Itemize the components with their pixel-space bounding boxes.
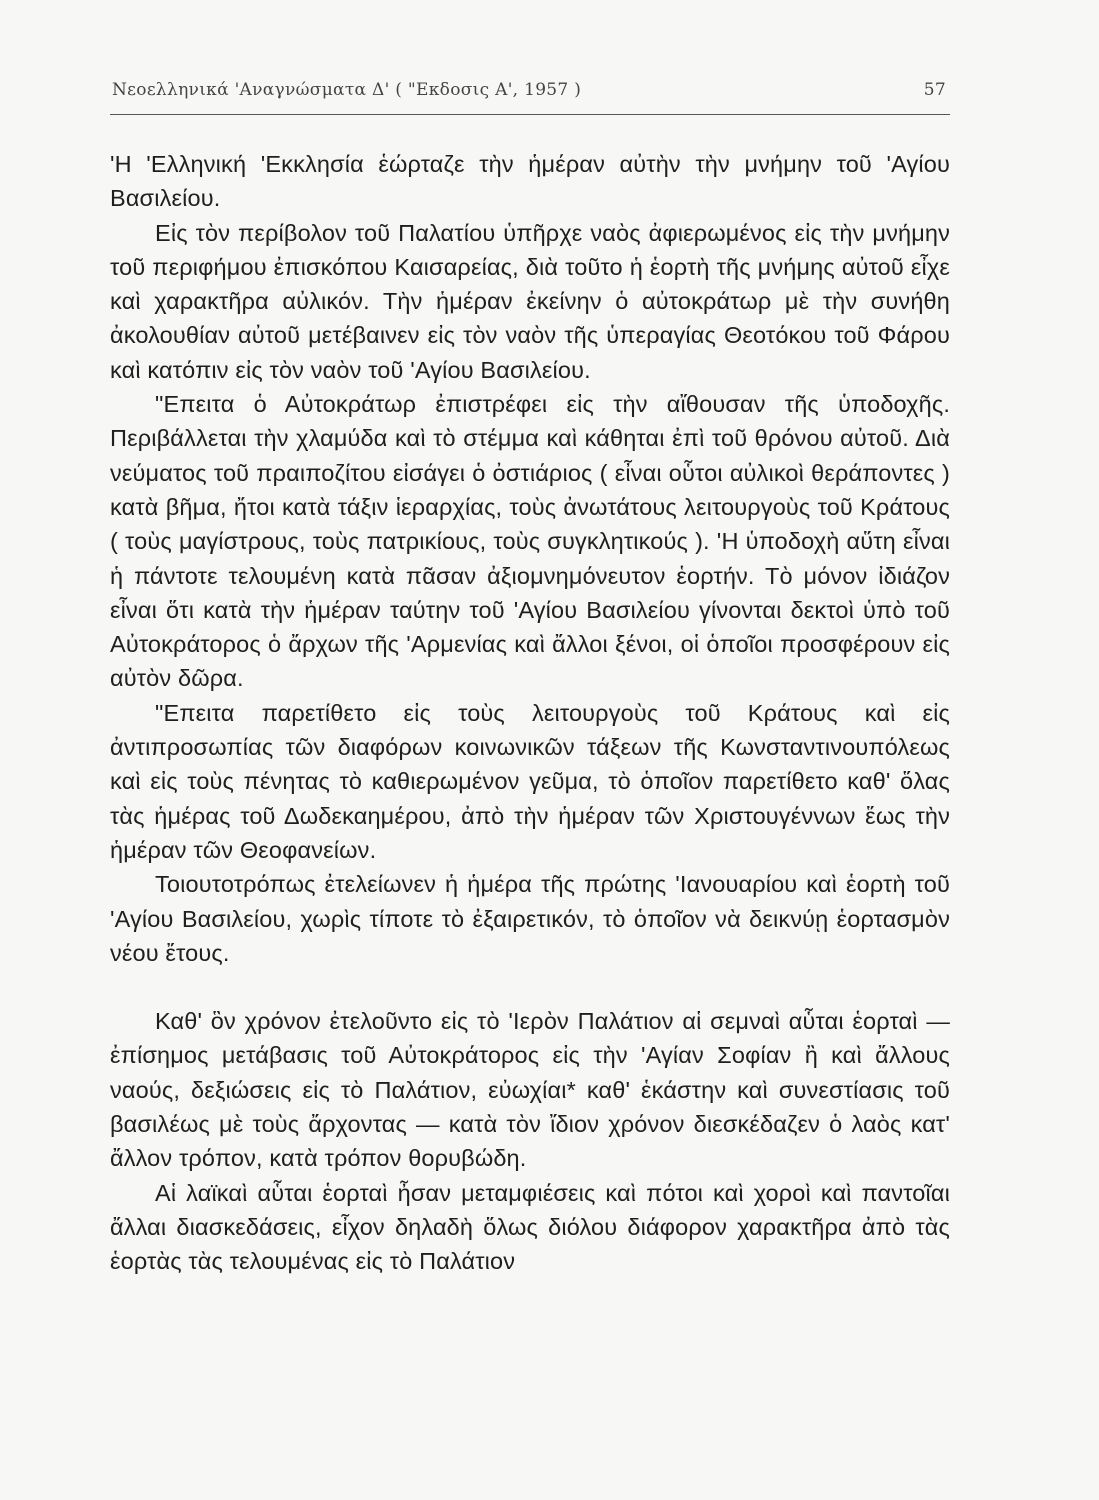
paragraph: Εἰς τὸν περίβολον τοῦ Παλατίου ὑπῆρχε ναὸς ἀφιερωμένος εἰς τὴν μνήμην τοῦ περιφήμου ἐπισκόπου Καισαρείας, διὰ τοῦτο ἡ ἑορτὴ τῆς μνήμης αὐτοῦ εἶχε καὶ χαρακτῆρα αὐλικόν. Τὴν ἡμέραν ἐκείνην ὁ αὐτοκράτωρ μὲ τὴν συνήθη ἀκολουθίαν αὐτοῦ μετέβαινεν εἰς τὸν ναὸν τῆς ὑπεραγίας Θεοτόκου τοῦ Φάρου καὶ κατόπιν εἰς τὸν ναὸν τοῦ 'Αγίου Βασιλείου. [110, 219, 950, 383]
paragraph: "Επειτα ὁ Αὐτοκράτωρ ἐπιστρέφει εἰς τὴν αἴθουσαν τῆς ὑποδοχῆς. Περιβάλλεται τὴν χλαμύδα καὶ τὸ στέμμα καὶ κάθηται ἐπὶ τοῦ θρόνου αὐτοῦ. Διὰ νεύματος τοῦ πραιποζίτου εἰσάγει ὁ ὀστιάριος ( εἶναι οὗτοι αὐλικοὶ θεράποντες ) κατὰ βῆμα, ἤτοι κατὰ τάξιν ἱεραρχίας, τοὺς ἀνωτάτους λειτουργοὺς τοῦ Κράτους ( τοὺς μαγίστρους, τοὺς πατρικίους, τοὺς συγκλητικούς ). 'Η ὑποδοχὴ αὕτη εἶναι ἡ πάντοτε τελουμένη κατὰ πᾶσαν ἀξιομνημόνευτον ἑορτήν. Τὸ μόνον ἰδιάζον εἶναι ὅτι κατὰ τὴν ἡμέραν ταύτην τοῦ 'Αγίου Βασιλείου γίνονται δεκτοὶ ὑπὸ τοῦ Αὐτοκράτορος ὁ ἄρχων τῆς 'Αρμενίας καὶ ἄλλοι ξένοι, οἱ ὁποῖοι προσφέρουν εἰς αὐτὸν δῶρα. [110, 391, 950, 692]
page-body [110, 147, 950, 1279]
section-break [110, 970, 950, 1004]
paragraph: 'Η 'Ελληνική 'Εκκλησία ἑώρταζε τὴν ἡμέραν αὐτὴν τὴν μνήμην τοῦ 'Αγίου Βασιλείου. [110, 151, 950, 212]
page-header [110, 80, 950, 115]
paragraph: Καθ' ὃν χρόνον ἐτελοῦντο εἰς τὸ 'Ιερὸν Παλάτιον αἱ σεμναὶ αὗται ἑορταὶ — ἐπίσημος μετάβασις τοῦ Αὐτοκράτορος εἰς τὴν 'Αγίαν Σοφίαν ἢ καὶ ἄλλους ναούς, δεξιώσεις εἰς τὸ Παλάτιον, εὐωχίαι* καθ' ἑκάστην καὶ συνεστίασις τοῦ βασιλέως μὲ τοὺς ἄρχοντας — κατὰ τὸν ἴδιον χρόνον διεσκέδαζεν ὁ λαὸς κατ' ἄλλον τρόπον, κατὰ τρόπον θορυβώδη. [110, 1008, 950, 1172]
running-title: Νεοελληνικά 'Αναγνώσματα Δ' ( "Εκδοσις Α', 1957 ) [112, 80, 582, 100]
book-page [110, 80, 950, 1279]
paragraph: Τοιουτοτρόπως ἐτελείωνεν ἡ ἡμέρα τῆς πρώτης 'Ιανουαρίου καὶ ἑορτὴ τοῦ 'Αγίου Βασιλείου, χωρὶς τίποτε τὸ ἐξαιρετικόν, τὸ ὁποῖον νὰ δεικνύῃ ἑορτασμὸν νέου ἔτους. [110, 871, 950, 966]
paragraph: "Επειτα παρετίθετο εἰς τοὺς λειτουργοὺς τοῦ Κράτους καὶ εἰς ἀντιπροσωπίας τῶν διαφόρων κοινωνικῶν τάξεων τῆς Κωνσταντινουπόλεως καὶ εἰς τοὺς πένητας τὸ καθιερωμένον γεῦμα, τὸ ὁποῖον παρετίθετο καθ' ὅλας τὰς ἡμέρας τοῦ Δωδεκαημέρου, ἀπὸ τὴν ἡμέραν τῶν Χριστουγέννων ἕως τὴν ἡμέραν τῶν Θεοφανείων. [110, 699, 950, 863]
paragraph: Αἱ λαϊκαὶ αὗται ἑορταὶ ἦσαν μεταμφιέσεις καὶ πότοι καὶ χοροὶ καὶ παντοῖαι ἄλλαι διασκεδάσεις, εἶχον δηλαδὴ ὅλως διόλου διάφορον χαρακτῆρα ἀπὸ τὰς ἑορτὰς τὰς τελουμένας εἰς τὸ Παλάτιον [110, 1179, 950, 1275]
page-number: 57 [923, 80, 946, 100]
